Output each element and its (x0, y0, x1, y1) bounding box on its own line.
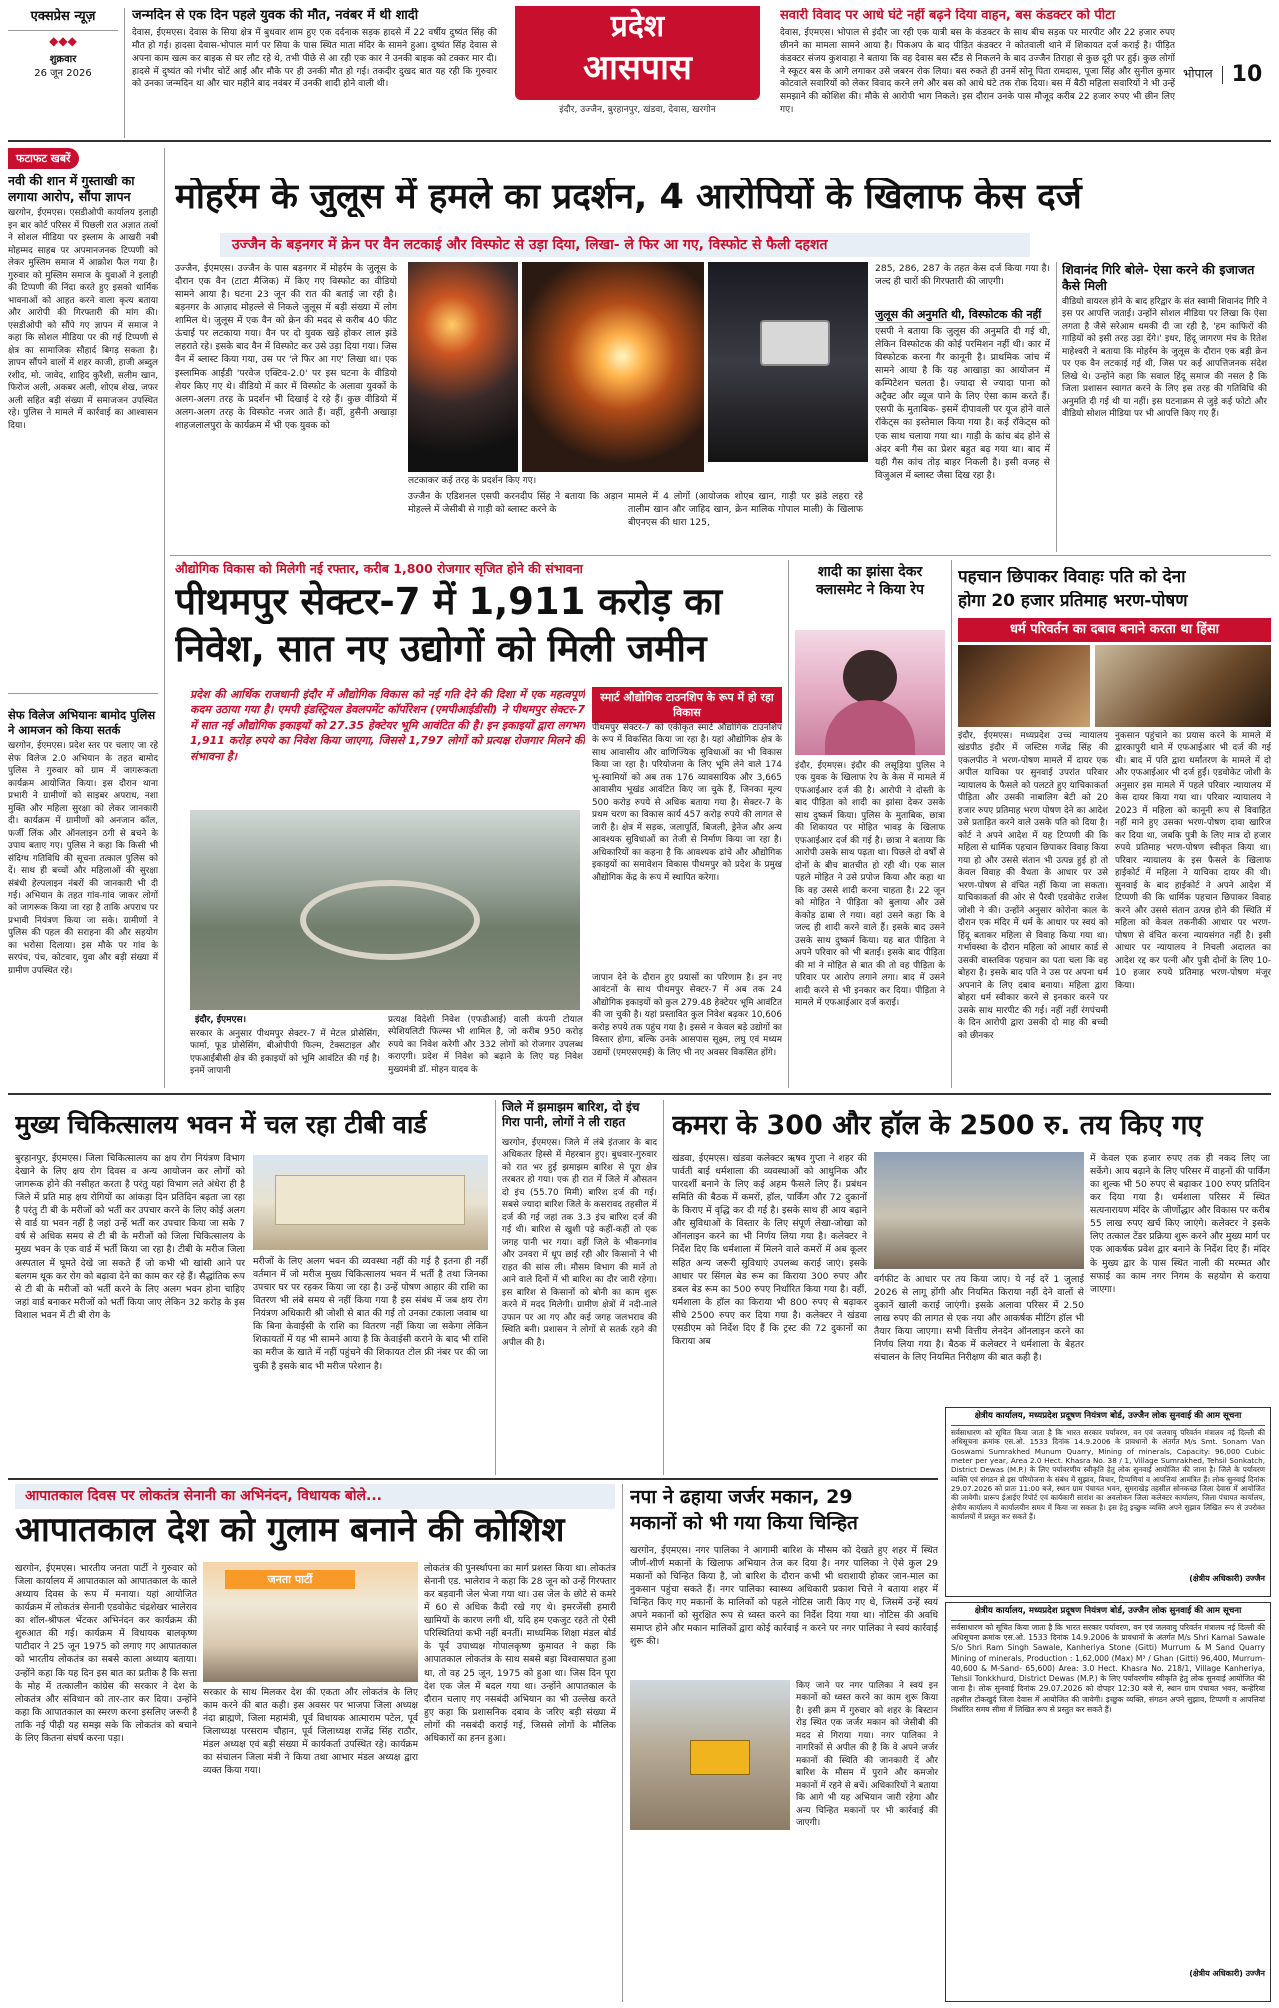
muharram-col2-tail: उज्जैन के एडिशनल एसपी करनदीप सिंह ने बताया कि अड़ान मोहल्ले में जेसीबी से गाड़ी को ब्लास्ट करने के (408, 491, 623, 516)
muharram-col4: एसपी ने बताया कि जुलूस की अनुमति दी गई थी, लेकिन विस्फोटक की कोई परमिशन नहीं थी। कार में विस्फोटक करना गैर कानूनी है। प्राथमिक जांच में सामने आया है कि यह आखाड़ा का आयोजन में कम्पिटेशन चलता है। ज्यादा से ज्यादा पाना को अट्रैक्ट और व्यूज पाने के लिए ऐसा काम करते हैं। एसपी के मुताबिक- इसमें दीपावली पर यूज होने वाले रॉकेट्स का इस्तेमाल किया गया है। कई रॉकेट्स को एक साथ चलाया गया था। गाड़ी के कांच बंद होने से अंदर बनी गैस का प्रेशर बहुत बढ़ गया था। बाद में यही गैस कांच तोड़ बाहर निकली है। इसी वजह से विजुअल में ब्लास्ट जैसा दिख रहा है। (875, 326, 1050, 481)
tb-headline: मुख्य चिकित्सालय भवन में चल रहा टीबी वार्ड (15, 1110, 427, 1139)
notice-1-title: क्षेत्रीय कार्यालय, मध्यप्रदेश प्रदूषण नियंत्रण बोर्ड, उज्जैन लोक सुनवाई की आम सूचना (951, 1411, 1265, 1426)
issue-day: शुक्रवार (49, 54, 77, 66)
muharram-subhead: उज्जैन के बड़नगर में क्रेन पर वैन लटकाई और विस्फोट से उड़ा दिया, लिखा- ले फिर आ गए, विस्फोट से फैली दहशत (220, 233, 1030, 257)
top-right-story (780, 8, 1175, 136)
top-left-story (132, 8, 497, 136)
emergency-col1: खरगोन, ईएमएस। भारतीय जनता पार्टी ने गुरुवार को जिला कार्यालय में आपातकाल को आपातकाल के काले अध्याय दिवस के रूप में मनाया। यहां आयोजित कार्यक्रम में लोकतंत्र सेनानी एडवोकेट चंद्रशेखर भालेराव का शॉल-श्रीफल भेंटकर अभिनंदन कर कार्यक्रम की शुरुआत की गई। कार्यक्रम में विधायक बालकृष्ण पाटीदार ने 25 जून 1975 को लगाए गए आपातकाल को भारतीय लोकतंत्र का सबसे काला अध्याय बताया। उन्होंने कहा कि यह दिन इस बात का प्रतीक है कि सत्ता के मोह में तत्कालीन कांग्रेस की सरकार ने देश के लोकतंत्र और संविधान को तार-तार कर दिया। उन्होंने कहा कि आपातकाल का स्मरण करना इसलिए जरूरी है ताकि नई पीढ़ी यह समझ सके कि लोकतंत्र को बचाने के लिए कितना संघर्ष करना पड़ा। (15, 1563, 197, 1744)
notice-1-sign: (क्षेत्रीय अधिकारी) उज्जैन (1189, 1573, 1265, 1583)
pithampur-headline2: निवेश, सात नए उद्योगों को मिली जमीन (175, 627, 707, 670)
rain-body: खरगोन, ईएमएस। जिले में लंबे इंतजार के बाद अधिकतर हिस्से में मेहरबान हुए। बुधवार-गुरुवार को रात भर हुई झमाझम बारिश से पूरा क्षेत्र तरबतर हो गया। एक ही रात में जिले में औसतन दो इंच (55.70 मिमी) बारिश दर्ज की गई। सबसे ज्यादा बारिश जिले के कसरावद तहसील में दर्ज की गई जहां तक 3.3 इंच बारिश दर्ज की गई थी। बारिश से खुशी पड़े कहीं-कहीं तो एक जगह पानी भर गया। वहीं जिले के भीकनगांव और उनवरा में धूप छाई रही और किसानों ने भी राहत की सांस ली। मौसम विभाग की मानें तो आने वाले दिनों में भी बारिश का दौर जारी रहेगा। इस बारिश से किसानों को बोनी का काम शुरू करने में मदद मिलेगी। ग्रामीण क्षेत्रों में नदी-नाले उफान पर आ गए और कई जगह जलभराव की स्थिति बनी। प्रशासन ने लोगों से सतर्क रहने की अपील की है। (502, 1138, 657, 1348)
section-title-line2: आसपास (583, 48, 692, 88)
identity-col2: नुकसान पहुंचाने का प्रयास करने के मामले में द्वारकापुरी थाने में एफआईआर भी दर्ज की गई थी। बाद में पति द्वारा धर्मांतरण के मामले में दो और एफआईआर भी दर्ज हुईं। एडवोकेट जोशी के अनुसार इस मामले में पहले परिवार न्यायालय में केस दायर किया गया था। परिवार न्यायालय ने 2023 में महिला को कानूनी रूप से विवाहित नहीं माने हुए उसका भरण-पोषण दावा खारिज कर दिया था, जबकि पुत्री के लिए मात्र दो हजार रुपये प्रतिमाह भरण-पोषण स्वीकृत किया था। परिवार न्यायालय के इस फैसले के खिलाफ हाईकोर्ट में महिला ने याचिका दायर की थी। सुनवाई के बाद हाईकोर्ट ने अपने आदेश में टिप्पणी की कि धार्मिक पहचान छिपाकर विवाह करने और उससे संतान उत्पन्न होने की स्थिति में महिला को केवल तकनीकी आधार पर भरण-पोषण से वंचित करना न्यायसंगत नहीं है। इसी आधार पर न्यायालय ने निचली अदालत का आदेश रद्द कर पत्नी और पुत्री दोनों के लिए 10-10 हजार रुपये प्रतिमाह भरण-पोषण मंजूर किया। (1115, 731, 1271, 991)
muharram-col3-tail: मामले में 4 लोगों (आयोजक शोएब खान, गाड़ी पर झंडे लहरा रहे तालीम खान और जाहिद खान, क्रेन मालिक गोपाल माली) के खिलाफ बीएनएस की धारा 125, (628, 491, 863, 529)
notice-2-sign: (क्षेत्रीय अधिकारी) उज्जैन (1189, 1968, 1265, 1978)
muharram-caption: लटकाकर कई तरह के प्रदर्शन किए गए। (408, 476, 537, 486)
sidebar-story1-body: खरगोन, ईएमएस। एसडीओपी कार्यालय इलाही इन बार कोर्ट परिसर में पिछली रात अज्ञात तत्वों ने सोशल मीडिया पर इस्लाम के आखरी नबी मोहम्मद साहब पर अपमानजनक टिप्पणी को लेकर मुस्लिम समाज में आक्रोश फैल गया है। गुरुवार को मुस्लिम समाज के युवाओं ने इलाही की टिप्पणी की निंदा करते हुए इसको धार्मिक भावनाओं को आहत करने वाला कृत्य बताया और आरोपी की गिरफ्तारी की मांग की। एसडीओपी को सौंपे गए ज्ञापन में समाज ने कहा कि सोशल मीडिया पर की गई टिप्पणी से क्षेत्र का सामाजिक सौहार्द बिगड़ सकता है। ज्ञापन सौंपने वालों में शहर काजी, हाजी अब्दुल रशीद, मो. जावेद, शाहिद कुरैशी, सलीम खान, फिरोज अली, अकबर अली, शोएब शेख, जफर अली सहित बड़ी संख्या में समाजजन उपस्थित रहे। पुलिस ने मामले में कार्रवाई का आश्वासन दिया। (8, 208, 158, 431)
rain-headline: जिले में झमाझम बारिश, दो इंच गिरा पानी, लोगों ने ली राहत (502, 1100, 640, 1129)
photo-van-shape (760, 320, 830, 366)
masthead-brand (8, 8, 118, 130)
hall-col2: वर्गफीट के आधार पर तय किया जाए। ये नई दरें 1 जुलाई 2026 से लागू होंगी और नियमित किराया नहीं देने वालों से दुकानें खाली कराई जाएंगी। इसके अलावा परिसर में 2.50 लाख रुपए की लागत से एक नया और आकर्षक मीटिंग हॉल भी तैयार किया जाएगा। सभी वित्तीय लेनदेन ऑनलाइन करने का निर्णय लिया गया है। बैठक में कलेक्टर ने धर्मशाला के बेहतर संचालन के लिए नियमित निरीक्षण की बात कही है। (874, 1274, 1084, 1364)
issue-date: 26 जून 2026 (34, 68, 92, 80)
pithampur-col-tail: जापान देने के दौरान हुए प्रयासों का परिणाम है। इन नए आवंटनों के साथ पीथमपुर सेक्टर-7 में अब तक 24 औद्योगिक इकाइयों को कुल 279.48 हेक्टेयर भूमि आवंटित की जा चुकी है। यहां प्रस्तावित कुल निवेश बढ़कर 10,606 करोड़ रुपये तक पहुंच गया है। इससे न केवल बड़े उद्योगों का विस्तार होगा, बल्कि उनके आसपास सूक्ष्म, लघु एवं मध्यम उद्यमों (एमएसएमई) के लिए भी नए अवसर विकसित होंगे। (592, 973, 782, 1058)
tb-col1: बुरहानपुर, ईएमएस। जिला चिकित्सालय का क्षय रोग नियंत्रण विभाग देखाने के लिए क्षय रोग दिवस व अन्य आयोजन कर लोगों को जागरूक होने की नसीहत करता है परंतु यहां विभाग लते अंधेरा ही है जिले में प्रति माह क्षय रोगियों का आंकड़ा दिन प्रतिदिन बढ़ता जा रहा है परंतु टी बी के मरीजों को भर्ती कर उपचार करने के लिए कोई अलग से वार्ड या भवन नहीं है जहां उन्हें भर्ती कर उपचार किया जा सके 7 वर्ष से अधिक समय से टी बी के मरीजों को जिला चिकित्सालय के मुख्य भवन के एक वार्ड में भर्ती किया जा रहा है। टीबी के मरीज जिला अस्पताल में घूमते देखे जा सकते हैं जो कभी भी खांसी आने पर बलगम थूक कर रोग को बढ़ावा देने का काम कर रहे हैं। सैद्धांतिक रूप से टी बी के मरीजों को भर्ती करने के लिए अलग भवन होना चाहिए जहां वार्ड बनाकर मरीजों को भर्ती किया जाए लेकिन 32 करोड़ के इस विशाल भवन में टी बी रोग के (15, 1153, 245, 1321)
page-number: 10 (1231, 62, 1263, 87)
pithampur-headline1: पीथमपुर सेक्टर-7 में 1,911 करोड़ का (175, 580, 723, 623)
section-title-line1: प्रदेश (610, 9, 665, 44)
muharram-col4-top: 285, 286, 287 के तहत केस दर्ज किया गया है। जल्द ही चारों की गिरफ्तारी की जाएगी। (875, 263, 1050, 288)
emergency-col2: लोकतंत्र की पुनर्स्थापना का मार्ग प्रशस्त किया था। लोकतंत्र सेनानी एड. भालेराव ने कहा कि 28 जून को उन्हें गिरफ्तार कर बड़वानी जेल भेजा गया था। उस जेल के छोटे से कमरे में 60 से अधिक कैदी रखे गए थे। इमरजेंसी हमारी खामियों के कारण लगी थी, यदि हम एकजुट रहते तो ऐसी परिस्थितियां कभी नहीं बनतीं। माध्यमिक शिक्षा मंडल बोर्ड के पूर्व उपाध्यक्ष गोपालकृष्ण कुमावत ने कहा कि आपातकाल लोकतंत्र के साथ सबसे बड़ा विश्वासघात हुआ था, तो वह 25 जून, 1975 को हुआ था। जिस दिन पूरा देश एक जेल में बदल गया था। उन्होंने आपातकाल के दौरान चलाए गए नसबंदी अभियान का भी उल्लेख करते हुए कहा कि प्रशासनिक दबाव के जरिए बड़ी संख्या में लोगों की नसबंदी कराई गई, जिससे लोगों के मौलिक अधिकारों का हनन हुआ। (424, 1563, 616, 1744)
muharram-photo2 (522, 262, 704, 472)
tb-col2: मरीजों के लिए अलग भवन की व्यवस्था नहीं की गई है इतना ही नहीं वर्तमान में जो मरीज मुख्य चिकित्सालय भवन में भर्ती है तथा जिनका उपचार घर पर रहकर किया जा रहा है। उन्हें पोषण आहार की राशि का वितरण भी लंबे समय से नहीं किया गया है इस संबंध में जब क्षय रोग नियंत्रण अधिकारी श्री जोशी से बात की गई तो उनका टकाला जवाब था कि बिना केवाईसी के राशि का वितरण नहीं किया जा सकेगा लेकिन शिकायतों में यह भी सामने आया है कि केवाईसी कराने के बाद भी राशि का मरीज के खाते में नहीं पहुंचने की शिकायत टोल फ्री नंबर पर की जा चुकी है इसके बाद भी मरीज परेशान है। (253, 1256, 488, 1372)
building-headline2: मकानों को भी गया किया चिन्हित (630, 1512, 858, 1534)
pithampur-lead: प्रदेश की आर्थिक राजधानी इंदौर में औद्योगिक विकास को नई गति देने की दिशा में एक महत्वपूर्ण कदम उठाया गया है। एमपी इंडस्ट्रियल डेवलपमेंट कॉर्पोरेशन (एमपीआईडीसी) ने पीथमपुर सेक्टर-7 में सात नई औद्योगिक इकाइयों को 27.35 हेक्टेयर भूमि आवंटित की है। इन इकाइयों द्वारा लगभग 1,911 करोड़ रुपये का निवेश किया जाएगा, जिससे 1,797 लोगों को प्रत्यक्ष रोजगार मिलने की संभावना है। (190, 688, 585, 763)
jcb-shape (690, 1740, 750, 1775)
sidebar-label: फटाफट खबरें (8, 148, 79, 169)
identity-strap: धर्म परिवर्तन का दबाव बनाने करता था हिंसा (958, 618, 1271, 642)
notice-1-body: सर्वसाधारण को सूचित किया जाता है कि भारत सरकार पर्यावरण, वन एवं जलवायु परिवर्तन मंत्रालय नई दिल्ली की अधिसूचना क्रमांक एस.ओ. 1533 दिनांक 14.9.2006 के प्रावधानों के अंतर्गत M/s Smt. Sonam Van Goswami Sumrakhed Munum Quarry, Mining of minerals, Capacity: 96,000 Cubic meter per year, Area 2.0 Hect. Khasra No. 38 / 1, Village Sumrakhed, Tehsil Sonkatch, District Dewas (M.P.) के लिए पर्यावरणीय स्वीकृति हेतु लोक सुनवाई आयोजित की जाना है। जिले के पर्यावरण व्यक्ति एवं संगठन से इस परियोजना के संबंध में सुझाव, विचार, टिप्पणियां व आपत्तियां आमंत्रित हैं। लोक सुनवाई दिनांक 29.07.2026 को प्रातः 11:00 बजे, स्थान ग्राम पंचायत भवन, सुमराखेड़ तहसील सोनकच्छ जिला देवास में आयोजित की जावेगी। प्रारूप ईआईए रिपोर्ट एवं कार्यकारी सारांश का अवलोकन जिला कलेक्टर कार्यालय, जिला पंचायत कार्यालय, क्षेत्रीय कार्यालय में कार्यालयीन समय में किया जा सकता है। इस हेतु इच्छुक व्यक्ति अपने सुझाव लिखित रूप से उपरोक्त कार्यालयों में प्रस्तुत कर सकते हैं। (951, 1427, 1265, 1522)
section-logo (515, 6, 760, 118)
muharram-col1: उज्जैन, ईएमएस। उज्जैन के पास बड़नगर में मोहर्रम के जुलूस के दौरान एक वैन (टाटा मैजिक) में किए गए विस्फोट का वीडियो सामने आया है। घटना 23 जून की रात की बताई जा रही है। बड़नगर के आज़ाद मोहल्ले से निकले जुलूस में बड़ी संख्या में लोग शामिल थे। जुलूस में एक वैन को क्रेन की मदद से करीब 40 फीट ऊंचाई पर लटकाया गया। वैन पर दो युवक खड़े होकर लाल झंडे लहराते रहे। इसके बाद वैन में विस्फोट कर उसे उड़ा दिया गया। जिस वैन में ब्लास्ट किया गया, उस पर 'ले फिर आ गए' लिखा था। एक इस्लामिक आईडी 'परवेज एक्टिव-2.0' पर इस घटना के वीडियो शेयर किए गए थे। वीडियो में कार में विस्फोट के अलावा युवकों के अलग-अलग तरह के प्रदर्शन भी दिखाई दे रहे हैं। कुछ वीडियो में अलग-अलग तरह के विस्फोट नजर आते हैं। वहीं, हुसैनी अखाड़ा शाहजलालपुरा के कार्यक्रम में भी एक युवक को (175, 263, 397, 431)
emergency-col3: सरकार के साथ मिलकर देश की एकता और लोकतंत्र के लिए काम करने की बात कही। इस अवसर पर भाजपा जिला अध्यक्ष नंदा ब्राह्मणे, जिला महामंत्री, पूर्व विधायक आत्माराम पटेल, पूर्व जिलाध्यक्ष परसराम चौहान, पूर्व जिलाध्यक्ष राजेंद्र सिंह राठौर, मंडल अध्यक्ष एवं बड़ी संख्या में कार्यकर्ता उपस्थित रहे। कार्यक्रम का संचालन जिला मंत्री ने किया तथा आभार मंडल अध्यक्ष द्वारा व्यक्त किया गया। (203, 1687, 418, 1777)
sidebar-story2-headline: सेफ विलेज अभियानः बामोद पुलिस ने आमजन को किया सतर्क (8, 708, 156, 737)
edition-label (1183, 60, 1275, 90)
identity-col1: इंदौर, ईएमएस। मध्यप्रदेश उच्च न्यायालय खंडपीठ इंदौर में जस्टिस गजेंद्र सिंह की एकलपीठ ने भरण-पोषण मामले में दायर एक अपील याचिका पर सुनवाई उपरांत परिवार न्यायालय के फैसले को पलटते हुए याचिकाकर्ता पीड़िता और उसकी नाबालिग बेटी को 20 हजार रुपए प्रतिमाह भरण पोषण देने का आदेश उसे प्रताड़ित करने वाले उसके पति को दिया है। कोर्ट ने अपने आदेश में यह टिप्पणी की कि महिला से धार्मिक पहचान छिपाकर विवाह किया गया हो और उससे संतान भी उत्पन्न हुई हो तो केवल विवाह की वैधता के आधार पर उसे भरण-पोषण से वंचित नहीं किया जा सकता। याचिकाकर्ता की ओर से पैरवी एडवोकेट राजेश जोशी ने की। उन्होंने अनुसार कोरोना काल के दौरान एक मंदिर में धर्म के आधार पर स्वयं को हिंदू बताकर महिला से विवाह किया गया था। गर्भावस्था के दौरान महिला को आधार कार्ड से उसकी वास्तविक पहचान का पता चला कि वह बोहरा है। इसके बाद पति ने उस पर अपना धर्म अपनाने के लिए दबाव बनाया। महिला द्वारा बोहरा धर्म स्वीकार करने से इनकार करने पर उसके साथ मारपीट की गई। नहीं नहीं रंगपंचमी के दिन आरोपी द्वारा उसकी दो माह की बच्ची को छीनकर (958, 731, 1108, 1041)
rape-body: इंदौर, ईएमएस। इंदौर की लसूड़िया पुलिस ने एक युवक के खिलाफ रेप के केस में मामले में एफआईआर दर्ज की है। आरोपी ने दोस्ती के बाद पीड़िता को शादी का झांसा देकर उसके साथ दुष्कर्म किया। पुलिस के मुताबिक, छात्रा की शिकायत पर मोहित भावड़ के खिलाफ एफआईआर दर्ज की गई है। छात्रा ने बताया कि आरोपी उसके साथ पढ़ता था। पिछले दो वर्षों से दोनों के बीच बातचीत हो रही थी। एक साल पहले मोहित ने उसे प्रपोज किया और कहा था कि वह उससे शादी करना चाहता है। 22 जून को मोहित ने पीड़िता को बुलाया और उसे केकोड़ ढाबा ले गया। वहां उसने कहा कि वे जल्द ही शादी करने वाले हैं। इसके बाद उसने उसके साथ दुष्कर्म किया। यह बात पीड़िता ने अपने परिवार को भी बताई। इसके बाद पीड़िता की मां ने मोहित से बात की तो वह पीड़िता के परिवार पर आरोप लगाने लगा। बाद में उसने शादी करने से भी इनकार कर दिया। पीड़िता ने मामले में एफआईआर दर्ज कराई। (795, 761, 945, 1009)
pithampur-box-body: पीथमपुर सेक्टर-7 को एकीकृत स्मार्ट औद्योगिक टाउनशिप के रूप में विकसित किया जा रहा है। यहां औद्योगिक क्षेत्र के साथ आवासीय और वाणिज्यिक सुविधाओं का भी विकास किया जा रहा है। परियोजना के लिए भूमि लेने वाले 174 भू-स्वामियों को अब तक 176 व्यावसायिक और 3,665 आवासीय भूखंड आवंटित किए जा चुके हैं, जिनका मूल्य 500 करोड़ रुपये से अधिक बताया गया है। सेक्टर-7 के प्रथम चरण का विकास कार्य 457 करोड़ रुपये की लागत से जारी है। क्षेत्र में सड़क, जलापूर्ति, बिजली, ड्रेनेज और अन्य आवश्यक सुविधाओं का तेजी से निर्माण किया जा रहा है। अधिकारियों का कहना है कि आवश्यक ढांचे और औद्योगिक इकाइयों का समावेशन विकास पीथमपुर को प्रदेश के प्रमुख औद्योगिक केंद्र के रूप में स्थापित करेगा। (592, 723, 782, 883)
identity-headline1: पहचान छिपाकर विवाहः पति को देना (958, 567, 1186, 587)
hall-headline: कमरा के 300 और हॉल के 2500 रु. तय किए गए (672, 1110, 1203, 1141)
photo-banner-text: जनता पार्टी (225, 1570, 355, 1589)
gavel-photo (958, 645, 1090, 727)
shivanand-headline: शिवानंद गिरि बोले- ऐसा करने की इजाजत कैसे मिली (1062, 262, 1255, 293)
section-cities: इंदौर, उज्जैन, बुरहानपुर, खंडवा, देवास, खरगोन (559, 105, 716, 115)
shivanand-body: वीडियो वायरल होने के बाद हरिद्वार के संत स्वामी शिवानंद गिरि ने इस पर आपत्ति जताई। उन्होंने सोशल मीडिया पर लिखा कि ऐसा लगता है जैसे सरेआम धमकी दी जा रही है, 'हम काफिरों की गाड़ियों को इसी तरह उड़ा देंगे।' इधर, हिंदू जागरण मंच के रितेश माहेश्वरी ने बताया कि मोहर्रम के जुलूस के दौरान एक बड़ी क्रेन पर एक वैन लटकाई गई थी, जिस पर कई आपत्तिजनक संदेश लिखे थे। उन्होंने कहा कि सवाल हिंदू समाज की नसल है कि जिला प्रशासन स्वागत करने के लिए इस तरह की गतिविधि की अनुमति दी गई थी या नहीं। इस घटनाक्रम से जुड़े कई फोटो और वीडियो सोशल मीडिया पर भी आपत्ति किए गए हैं। (1062, 297, 1267, 420)
sidebar (8, 148, 158, 1088)
hall-col1: खंडवा, ईएमएस। खंडवा कलेक्टर ऋषव गुप्ता ने शहर की पार्वती बाई धर्मशाला की व्यवस्थाओं को आधुनिक और पारदर्शी बनाने के लिए कई अहम फैसले लिए हैं। प्रबंधन समिति की बैठक में कमरों, हॉल, पार्किंग और 72 दुकानों के किराए में वृद्धि कर दी गई है। इसके साथ ही आय बढ़ाने और सुविधाओं के विस्तार के लिए संपूर्ण लेखा-जोखा को ऑनलाइन करने का भी निर्णय लिया गया है। कलेक्टर ने निर्देश दिए कि धर्मशाला में मिलने वाले कमरों में अब कूलर सहित अन्य जरूरी सुविधाएं उपलब्ध कराई जाएं। इसके आधार पर सिंगल बेड रूम का किराया 300 रुपए और डबल बेड रूम का 500 रुपए निर्धारित किया गया है। वहीं, धर्मशाला के हॉल का किराया भी 800 रुपए से बढ़ाकर सीधे 2500 रुपए कर दिया गया है। कलेक्टर ने खंडवा एसडीएम को निर्देश दिए हैं कि ट्रस्ट की 72 दुकानों का किराया अब (672, 1153, 867, 1347)
emergency-headline: आपातकाल देश को गुलाम बनाने की कोशिश (15, 1510, 565, 1550)
edition-city: भोपाल (1183, 66, 1213, 81)
pithampur-bottom1: सरकार के अनुसार पीथमपुर सेक्टर-7 में मेटल प्रोसेसिंग, फार्मा, फूड प्रोसेसिंग, बीओपीपी फिल्म, टेक्सटाइल और एफआईबीसी क्षेत्र की इकाइयों को भूमि आवंटित की गई है। इनमें जापानी (190, 1029, 380, 1077)
sidebar-story2-body: खरगोन, ईएमएस। प्रदेश स्तर पर चलाए जा रहे सेफ विलेज 2.0 अभियान के तहत बामोद पुलिस ने गुरुवार को ग्राम में जागरूकता कार्यक्रम आयोजित किया। इस दौरान थाना प्रभारी ने ग्रामीणों को साइबर अपराध, नशा मुक्ति और महिला सुरक्षा को लेकर जानकारी दी। कार्यक्रम में ग्रामीणों को अनजान कॉल, फर्जी लिंक और ऑनलाइन ठगी से बचने के उपाय बताए गए। पुलिस ने कहा कि किसी भी संदिग्ध गतिविधि की सूचना तत्काल पुलिस को दें। साथ ही बच्चों और महिलाओं की सुरक्षा संबंधी हेल्पलाइन नंबरों की जानकारी भी दी गई। अभियान के तहत गांव-गांव जाकर लोगों को जागरूक किया जा रहा है ताकि अपराध पर प्रभावी नियंत्रण किया जा सके। ग्रामीणों ने पुलिस की पहल की सराहना की और सहयोग का भरोसा दिलाया। इस मौके पर गांव के सरपंच, पंच, कोटवार, युवा और बड़ी संख्या में ग्रामीण उपस्थित रहे। (8, 741, 158, 976)
brand-name: एक्सप्रेस न्यूज़ (8, 8, 118, 31)
pithampur-box-headline: स्मार्ट औद्योगिक टाउनशिप के रूप में हो रहा विकास (592, 687, 782, 723)
identity-headline2: होगा 20 हजार प्रतिमाह भरण-पोषण (958, 591, 1188, 611)
sidebar-story1-headline: नवी की शान में गुस्ताखी का लगाया आरोप, सौंपा ज्ञापन (8, 173, 135, 204)
notice-2-title: क्षेत्रीय कार्यालय, मध्यप्रदेश प्रदूषण नियंत्रण बोर्ड, उज्जैन लोक सुनवाई की आम सूचना (951, 1606, 1265, 1621)
hospital-building-shape (275, 1175, 465, 1225)
muharram-headline: मोहर्रम के जुलूस में हमले का प्रदर्शन, 4 आरोपियों के खिलाफ केस दर्ज (175, 178, 1082, 217)
notice-1 (945, 1407, 1271, 1597)
building-col2: किए जाने पर नगर पालिका ने स्वयं इन मकानों को ध्वस्त करने का काम शुरू किया है। इसी क्रम में गुरुवार को शहर के बिस्टान रोड़ स्थित एक जर्जर मकान को जेसीबी की मदद से गिराया गया। नगर पालिका ने नागरिकों से अपील की है कि वे अपने जर्जर मकानों की स्थिति की जानकारी दें और बारिश के मौसम में पुराने और कमजोर मकानों में रहने से बचें। अधिकारियों ने बताया कि आगे भी यह अभियान जारी रहेगा और अन्य चिन्हित मकानों पर भी कार्रवाई की जाएगी। (796, 1681, 938, 1829)
notice-2-body: सर्वसाधारण को सूचित किया जाता है कि भारत सरकार पर्यावरण, वन एवं जलवायु परिवर्तन मंत्रालय नई दिल्ली की अधिसूचना क्रमांक एस.ओ. 1533 दिनांक 14.9.2006 के प्रावधानों के अंतर्गत M/s Shri Kamal Sawale S/o Shri Ram Singh Sawale, Kanheriya Stone (Gitti) Murrum & M Sand Quarry Mining of minerals, Production : 1,62,000 (Max) M³ / Ghan (Gitti) 96,400, Murrum-40,600 & M-Sand- 65,600) Area: 3.0 Hect. Khasra No. 218/1, Village Kanheriya, Tehsil Tonkkhurd, District Dewas (M.P.) के लिए पर्यावरणीय स्वीकृति हेतु लोक सुनवाई आयोजित की जाना है। लोक सुनवाई दिनांक 29.07.2026 को दोपहर 12:30 बजे से, स्थान ग्राम पंचायत भवन, कन्हेरिया तहसील टोंकखुर्द जिला देवास में आयोजित की जावेगी। इच्छुक व्यक्ति, संगठन अपने सुझाव, टिप्पणी व आपत्तियां निर्धारित समय सीमा में लिखित रूप से प्रस्तुत कर सकते हैं। (951, 1622, 1265, 1714)
top-left-body: देवास, ईएमएस। देवास के सिया क्षेत्र में बुधवार शाम हुए एक दर्दनाक सड़क हादसे में 22 वर्षीय दुष्यंत सिंह की मौत हो गई। हादसा देवास-भोपाल मार्ग पर सिया के पास स्थित माता मंदिर के सामने हुआ। दुष्यंत सिंह देवास से अपना काम खत्म कर बाइक से घर लौट रहे थे, तभी पीछे से आ रही एक कार ने उनकी बाइक को टक्कर मार दी। हादसे में दुष्यंत को गंभीर चोटें आईं और मौके पर ही उनकी मौत हो गई। तकदीर दुखद बात यह रही कि गुरुवार को उनका जन्मदिन था और चार महीने बाद नवंबर में उनकी शादी होने वाली थी। (132, 28, 497, 90)
muharram-photo1 (408, 262, 518, 472)
emergency-strap: आपातकाल दिवस पर लोकतंत्र सेनानी का अभिनंदन, विधायक बोले... (15, 1484, 615, 1509)
top-right-body: देवास, ईएमएस। भोपाल से इंदौर जा रही एक यात्री बस के कंडक्टर के साथ बीच सड़क पर मारपीट और 22 हजार रुपए छीनने का मामला सामने आया है। पिकअप के बाद पीड़ित कंडक्टर ने कोतवाली थाने में शिकायत दर्ज कराई है। पीड़ित कंडक्टर संजय कुशवाहा ने बताया कि वह देवास बस स्टैंड से निकलने के बाद उज्जैन तिराहा से कुछ दूरी पर हुई। कुछ लोगों ने स्कूटर बस के आगे लगाकर उसे जबरन रोक लिया। बस रुकते ही उनमें सोनू पिता रामदास, पूजा सिंह और सुनील कुमार कोटवाले सवारियों को लेकर विवाद करने लगे और बस को आधे घंटे तक रोक दिया। बस में बैठी महिला सवारियों ने भी उन्हें समझाने की कोशिश की। मौके से आरोपी भाग निकले। इस दौरान उनके पास मौजूद करीब 22 हजार रुपए भी छीन लिए गए। (780, 28, 1175, 115)
building-headline1: नपा ने ढहाया जर्जर मकान, 29 (630, 1486, 853, 1508)
pithampur-strap: औद्योगिक विकास को मिलेगी नई रफ्तार, करीब 1,800 रोजगार सृजित होने की संभावना (175, 561, 583, 576)
photo-road-shape (300, 880, 480, 960)
hall-col3: में केवल एक हजार रुपए तक ही नकद लिए जा सकेंगे। आय बढ़ाने के लिए परिसर में वाहनों की पार्किंग का शुल्क भी 50 रुपए से बढ़ाकर 100 रुपए प्रतिदिन कर दिया गया है। धर्मशाला परिसर में स्थित सत्यनारायण मंदिर के जीर्णोद्धार और विकास पर करीब 55 लाख रुपए खर्च किए जाएंगे। कलेक्टर ने इसके लिए तत्काल टेंडर प्रक्रिया शुरू करने और मुख्य मार्ग पर एक आकर्षक प्रवेश द्वार बनाने के निर्देश दिए हैं। मंदिर के मुख्य द्वार के पास स्थित नाली की मरम्मत और सफाई का काम नगर निगम के सहयोग से कराया जाएगा। (1090, 1153, 1270, 1295)
muharram-box-headline: जुलूस की अनुमति थी, विस्फोटक की नहीं (875, 307, 1050, 323)
rape-headline: शादी का झांसा देकर क्लासमेट ने किया रेप (816, 564, 924, 599)
top-right-headline: सवारी विवाद पर आधे घंटे नहीं बढ़ने दिया वाहन, बस कंडक्टर को पीटा (780, 8, 1116, 23)
notice-2 (945, 1602, 1271, 2002)
pithampur-photo-caption: इंदौर, ईएमएस। (195, 1015, 247, 1025)
gavel-photo-2 (1095, 645, 1271, 727)
pithampur-bottom2: प्रत्यक्ष विदेशी निवेश (एफडीआई) वाली कंपनी टोयाल स्पेशियलिटी फिल्म्स भी शामिल है, जो करीब 950 करोड़ रुपये का निवेश करेगी और 332 लोगों को रोजगार उपलब्ध कराएगी। प्रदेश में निवेश को बढ़ाने के लिए यह निवेश मुख्यमंत्री डॉ. मोहन यादव के (388, 1015, 583, 1075)
top-left-headline: जन्मदिन से एक दिन पहले युवक की मौत, नवंबर में थी शादी (132, 8, 419, 23)
building-col1: खरगोन, ईएमएस। नगर पालिका ने आगामी बारिश के मौसम को देखते हुए शहर में स्थित जीर्ण-शीर्ण मकानों के खिलाफ अभियान तेज कर दिया है। नगर पालिका ने ऐसे कुल 29 मकानों को चिन्हित किया है, जो बारिश के दौरान कभी भी धराशायी होकर जान-माल का नुकसान पहुंचा सकते हैं। नगर पालिका स्वास्थ्य अधिकारी प्रकाश चित्ते ने बताया शहर में चिन्हित किए गए मकानों के मालिकों को पहले नोटिस जारी किए गए थे, जिसमें उन्हें स्वयं अपने मकानों को सुरक्षित रूप से ध्वस्त करने का निर्देश दिया गया था। नोटिस की अवधि समाप्त होने और मकान मालिकों द्वारा कोई कार्रवाई न करने पर नगर पालिका ने स्वयं कार्रवाई शुरू की। (630, 1545, 938, 1648)
illustration-figure-icon (843, 650, 897, 704)
meeting-photo (874, 1152, 1084, 1269)
brand-mark-icon: ◆◆◆ (49, 33, 77, 48)
